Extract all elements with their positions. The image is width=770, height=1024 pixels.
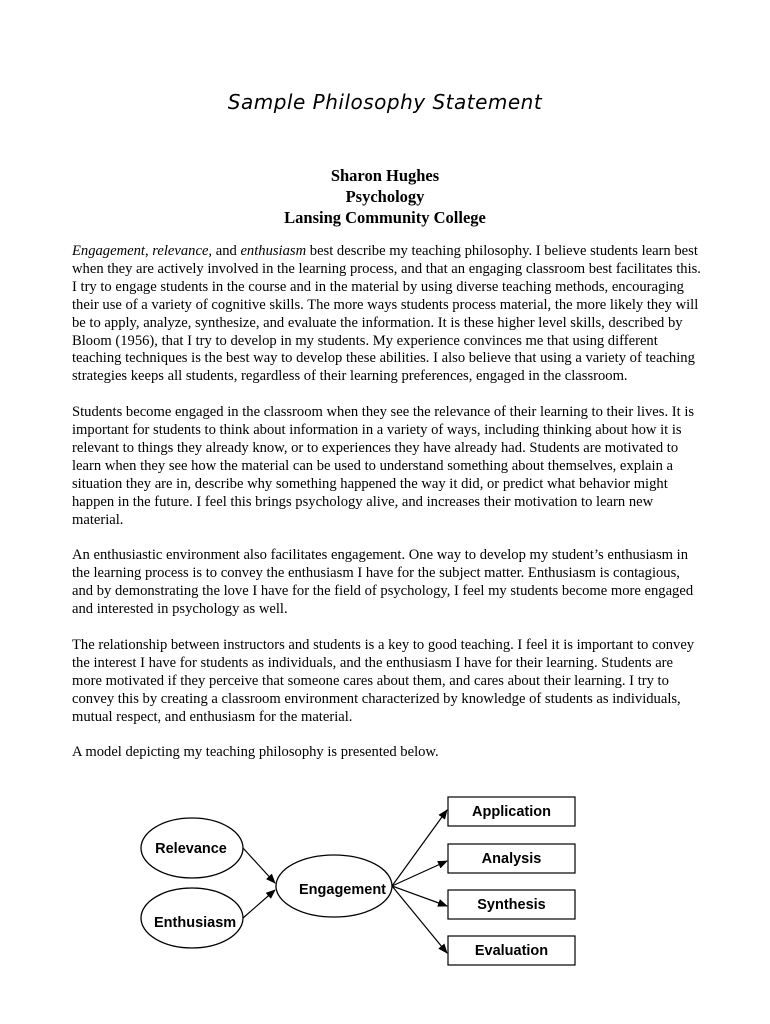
analysis-label: Analysis <box>481 851 542 867</box>
separator: and <box>212 243 241 259</box>
application-label: Application <box>472 804 551 820</box>
document-title: Sample Philosophy Statement <box>227 90 543 114</box>
paragraph-2: Students become engaged in the classroom when they see the relevance of their learning to their lives. It is important for students to think about information in a variety of ways, including thinking about how it is relevant to things they already know, or to experiences they have already had. Students are motivated to learn when they see how the material can be used to understand something about themselves, explain a situation they are in, describe why something happened the way it did, or predict what behavior might happen in the future. I feel this brings psychology alive, and increases their motivation to learn new material. <box>72 404 695 528</box>
evaluation-box <box>448 936 575 965</box>
synthesis-label: Synthesis <box>477 897 546 913</box>
teaching-model-diagram <box>0 790 770 980</box>
evaluation-label: Evaluation <box>474 943 549 959</box>
term-engagement: Engagement <box>72 243 145 259</box>
arrow-engagement-application <box>392 810 447 886</box>
relevance-node <box>141 818 243 878</box>
author-name: Sharon Hughes <box>330 166 440 185</box>
engagement-label: Engagement <box>299 882 387 898</box>
synthesis-box <box>448 890 575 919</box>
document-body <box>72 243 702 780</box>
enthusiasm-node <box>141 888 243 948</box>
term-relevance: relevance, <box>152 243 213 259</box>
author-block <box>0 165 770 228</box>
arrow-engagement-analysis <box>392 861 447 886</box>
arrow-enthusiasm-engagement <box>243 890 275 918</box>
paragraph-5: A model depicting my teaching philosophy is presented below. <box>72 744 439 761</box>
author-department: Psychology <box>345 187 425 206</box>
application-box <box>448 797 575 826</box>
paragraph-3: An enthusiastic environment also facilitates engagement. One way to develop my student’s enthusiasm in the learning process is to convey the enthusiasm I have for the subject matter. Enthusiasm is contagious, and by demonstrating the love I have for the field of psychology, I feel my students become more engaged and interested in psychology as well. <box>72 547 694 618</box>
analysis-box <box>448 844 575 873</box>
term-enthusiasm: enthusiasm <box>240 243 307 259</box>
paragraph-4: The relationship between instructors and students is a key to good teaching. I feel it is important to convey the interest I have for students as individuals, and the enthusiasm I have for their learning. Students are more motivated if they perceive that someone cares about them, and cares about their learning. I try to convey this by creating a classroom environment characterized by knowledge of students as individuals, mutual respect, and enthusiasm for the material. <box>72 636 695 725</box>
author-institution: Lansing Community College <box>284 208 486 227</box>
separator: , <box>144 243 153 259</box>
paragraph-1 <box>72 243 702 386</box>
arrow-relevance-engagement <box>243 848 275 883</box>
paragraph-1-text: best describe my teaching philosophy. I believe students learn best when they are actively involved in the learning process, and that an engaging classroom best facilitates this. I try to engage students in the course and in the material by using diverse teaching methods, encouraging their use of a variety of cognitive skills. The more ways students process material, the more likely they will be to apply, analyze, synthesize, and evaluate the information. It is these higher level skills, described by Bloom (1956), that I try to develop in my students. My experience convinces me that using different teaching techniques is the best way to develop these abilities. I also believe that using a variety of teaching strategies keeps all students, regardless of their learning preferences, engaged in the classroom. <box>72 243 701 385</box>
enthusiasm-label: Enthusiasm <box>154 915 237 931</box>
engagement-node <box>276 855 392 917</box>
relevance-label: Relevance <box>155 841 227 857</box>
